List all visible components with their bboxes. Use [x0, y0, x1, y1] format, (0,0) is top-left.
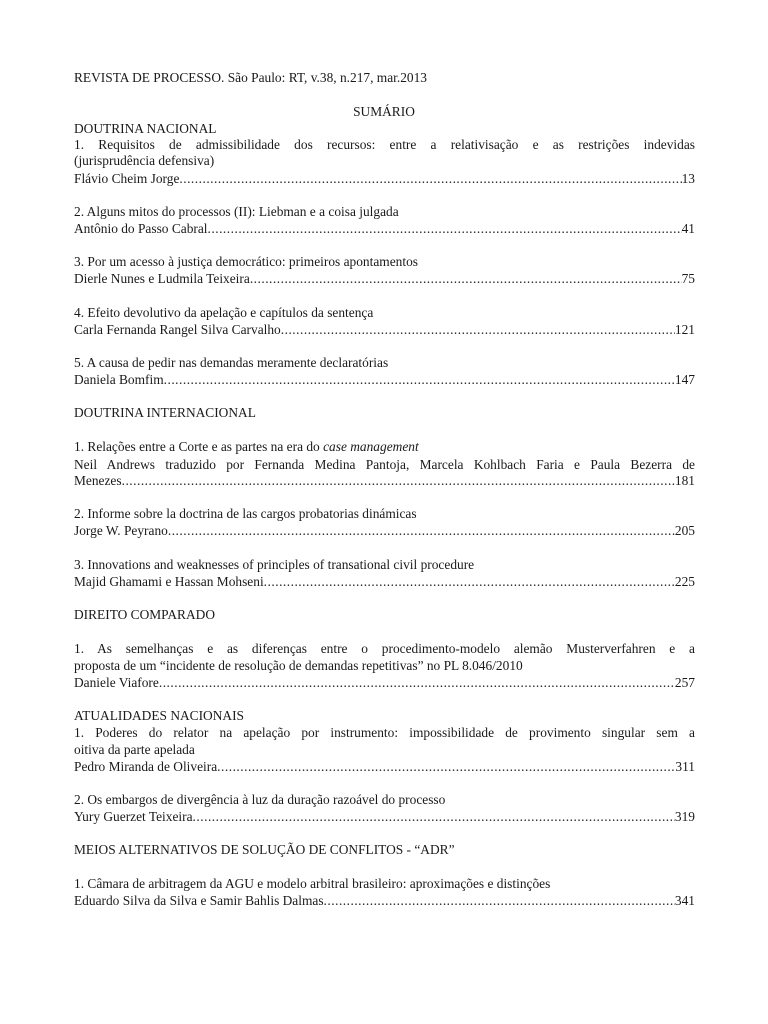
- entry-page-number: 121: [674, 322, 695, 337]
- entry-author: Daniela Bomfim: [74, 372, 164, 387]
- dot-leader: [168, 523, 675, 540]
- entry-title: 1. Requisitos de admissibilidade dos recursos: entre a relativisação e as restrições indevidas: [74, 137, 695, 152]
- dot-leader: [217, 759, 675, 776]
- summary-title: SUMÁRIO: [353, 104, 415, 119]
- entry-title: 3. Innovations and weaknesses of principles of transational civil procedure: [74, 557, 475, 572]
- entry-author: Daniele Viafore: [74, 675, 159, 690]
- entry-author: Pedro Miranda de Oliveira: [74, 759, 218, 774]
- entry-title-italic: case management: [323, 439, 419, 454]
- entry-title: 5. A causa de pedir nas demandas meramente declaratórias: [74, 355, 389, 370]
- toc-entry-row: [74, 893, 695, 910]
- entry-page-number: 341: [674, 893, 695, 908]
- toc-entry-row: [74, 675, 695, 692]
- section-heading-comparado: DIREITO COMPARADO: [74, 607, 215, 622]
- toc-entry-row: [74, 221, 695, 238]
- dot-leader: [324, 893, 675, 910]
- entry-title: 2. Os embargos de divergência à luz da duração razoável do processo: [74, 792, 446, 807]
- entry-title: 1. As semelhanças e as diferenças entre o procedimento-modelo alemão Musterverfahren e a: [74, 641, 695, 656]
- entry-title-continuation: proposta de um “incidente de resolução de demandas repetitivas” no PL 8.046/2010: [74, 658, 523, 673]
- dot-leader: [159, 675, 675, 692]
- entry-page-number: 257: [674, 675, 695, 690]
- entry-page-number: 41: [681, 221, 695, 236]
- entry-author: Antônio do Passo Cabral: [74, 221, 208, 236]
- entry-title-text: 1. Relações entre a Corte e as partes na era do: [74, 439, 324, 454]
- entry-author: Eduardo Silva da Silva e Samir Bahlis Dalmas: [74, 893, 324, 908]
- toc-entry-row: [74, 372, 695, 389]
- entry-author: Majid Ghamami e Hassan Mohseni: [74, 574, 264, 589]
- section-heading-nacional: DOUTRINA NACIONAL: [74, 121, 217, 136]
- toc-entry-row: [74, 322, 695, 339]
- dot-leader: [208, 221, 682, 238]
- entry-title-continuation: (jurisprudência defensiva): [74, 153, 215, 168]
- entry-author: Jorge W. Peyrano: [74, 523, 168, 538]
- entry-title: [74, 439, 419, 456]
- entry-author-continuation: Menezes: [74, 473, 122, 488]
- entry-author: Dierle Nunes e Ludmila Teixeira: [74, 271, 250, 286]
- toc-entry-row: [74, 809, 695, 826]
- toc-entry-row: [74, 523, 695, 540]
- dot-leader: [250, 271, 682, 288]
- dot-leader: [164, 372, 675, 389]
- entry-page-number: 225: [674, 574, 695, 589]
- section-heading-atualidades: ATUALIDADES NACIONAIS: [74, 708, 244, 723]
- toc-entry-row: [74, 171, 695, 188]
- entry-page-number: 13: [681, 171, 695, 186]
- dot-leader: [264, 574, 675, 591]
- journal-citation: REVISTA DE PROCESSO. São Paulo: RT, v.38, n.217, mar.2013: [74, 70, 427, 85]
- section-heading-internacional: DOUTRINA INTERNACIONAL: [74, 405, 256, 420]
- entry-title: 1. Poderes do relator na apelação por instrumento: impossibilidade de provimento singular sem a: [74, 725, 695, 740]
- entry-author: Flávio Cheim Jorge: [74, 171, 180, 186]
- entry-title: 4. Efeito devolutivo da apelação e capítulos da sentença: [74, 305, 374, 320]
- dot-leader: [281, 322, 675, 339]
- dot-leader: [179, 171, 681, 188]
- dot-leader: [193, 809, 675, 826]
- entry-page-number: 75: [681, 271, 695, 286]
- entry-author: Yury Guerzet Teixeira: [74, 809, 193, 824]
- entry-title: 3. Por um acesso à justiça democrático: primeiros apontamentos: [74, 254, 418, 269]
- toc-entry-row: [74, 473, 695, 490]
- entry-title: 1. Câmara de arbitragem da AGU e modelo arbitral brasileiro: aproximações e distinções: [74, 876, 551, 891]
- entry-title: 2. Informe sobre la doctrina de las cargos probatorias dinámicas: [74, 506, 417, 521]
- toc-entry-row: [74, 759, 695, 776]
- entry-title-continuation: oitiva da parte apelada: [74, 742, 195, 757]
- section-heading-adr: MEIOS ALTERNATIVOS DE SOLUÇÃO DE CONFLITOS - “ADR”: [74, 842, 455, 857]
- entry-author: Neil Andrews traduzido por Fernanda Medina Pantoja, Marcela Kohlbach Faria e Paula Bezerra de: [74, 457, 695, 472]
- entry-author: Carla Fernanda Rangel Silva Carvalho: [74, 322, 281, 337]
- entry-page-number: 147: [674, 372, 695, 387]
- entry-title: 2. Alguns mitos do processos (II): Liebman e a coisa julgada: [74, 204, 399, 219]
- dot-leader: [122, 473, 675, 490]
- entry-page-number: 181: [674, 473, 695, 488]
- entry-page-number: 319: [674, 809, 695, 824]
- entry-page-number: 311: [675, 759, 695, 774]
- toc-entry-row: [74, 574, 695, 591]
- entry-page-number: 205: [674, 523, 695, 538]
- toc-entry-row: [74, 271, 695, 288]
